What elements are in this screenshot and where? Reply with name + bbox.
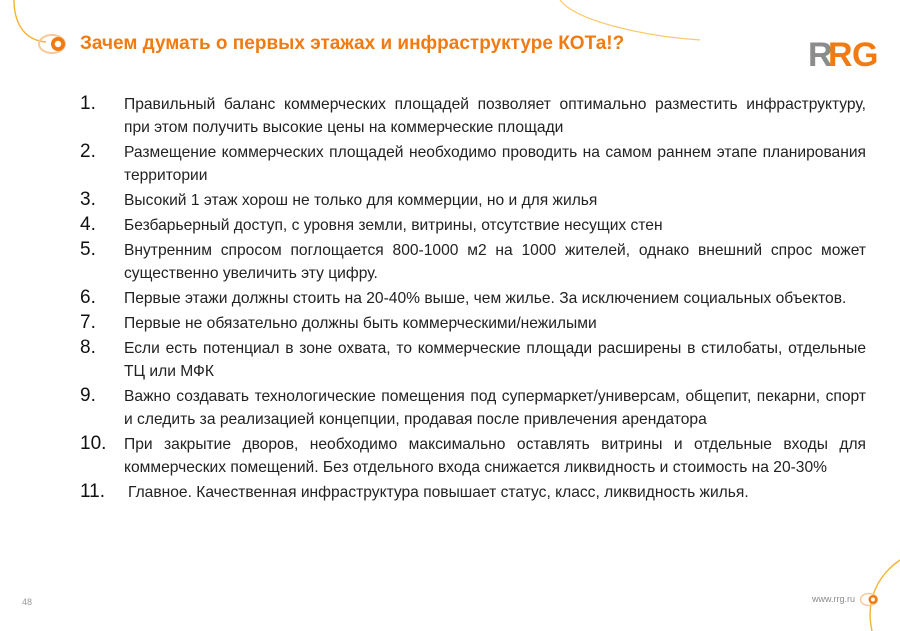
item-text: При закрытие дворов, необходимо максимально оставлять витрины и отдельные входы для коммерческих помещений. Без отдельного входа снижается ликвидность и стоимость на 20-30% bbox=[124, 436, 866, 476]
footer-url[interactable]: www.rrg.ru bbox=[812, 594, 856, 604]
item-text: Важно создавать технологические помещения под супермаркет/универсам, общепит, пекарни, спорт и следить за реализацией концепции, продавая после привлечения арендатора bbox=[124, 388, 866, 428]
item-number: 11. bbox=[80, 481, 106, 502]
item-number: 10. bbox=[80, 433, 107, 454]
item-text: Первые не обязательно должны быть коммерческими/нежилыми bbox=[124, 315, 597, 332]
item-text: Первые этажи должны стоить на 20-40% выше, чем жилье. За исключением социальных объектов. bbox=[124, 290, 847, 307]
list-item bbox=[80, 140, 866, 187]
item-number: 6. bbox=[80, 287, 96, 308]
page-title: Зачем думать о первых этажах и инфраструктуре КОТа!? bbox=[80, 33, 625, 54]
list-item bbox=[80, 432, 866, 479]
list-item bbox=[80, 336, 866, 383]
list-item bbox=[80, 92, 866, 139]
rrg-logo bbox=[808, 30, 884, 74]
item-number: 7. bbox=[80, 312, 96, 333]
item-text: Размещение коммерческих площадей необходимо проводить на самом раннем этапе планирования территории bbox=[124, 144, 866, 184]
logo-r2: R bbox=[828, 36, 853, 74]
list-item bbox=[80, 213, 866, 237]
item-text: Высокий 1 этаж хорош не только для коммерции, но и для жилья bbox=[124, 192, 598, 209]
list-item bbox=[80, 188, 866, 212]
logo-r1: R bbox=[808, 36, 833, 74]
item-number: 5. bbox=[80, 239, 96, 260]
item-number: 9. bbox=[80, 385, 96, 406]
list-item bbox=[80, 311, 866, 335]
logo-g: G bbox=[852, 36, 879, 74]
list-item bbox=[80, 238, 866, 285]
key-points-list bbox=[80, 92, 866, 505]
item-number: 4. bbox=[80, 214, 96, 235]
list-item bbox=[80, 384, 866, 431]
item-number: 2. bbox=[80, 141, 96, 162]
list-item bbox=[80, 480, 866, 504]
list-item bbox=[80, 286, 866, 310]
item-text: Если есть потенциал в зоне охвата, то коммерческие площади расширены в стилобаты, отдельные ТЦ или МФК bbox=[124, 340, 866, 380]
page-number: 48 bbox=[22, 597, 33, 607]
item-text: Безбарьерный доступ, с уровня земли, витрины, отсутствие несущих стен bbox=[124, 217, 663, 234]
item-text: Внутренним спросом поглощается 800-1000 м2 на 1000 жителей, однако внешний спрос может существенно увеличить эту цифру. bbox=[124, 242, 866, 282]
item-text: Главное. Качественная инфраструктура повышает статус, класс, ликвидность жилья. bbox=[128, 484, 749, 501]
item-number: 1. bbox=[80, 93, 96, 114]
orange-swirl-icon bbox=[36, 32, 72, 56]
item-number: 8. bbox=[80, 337, 96, 358]
item-number: 3. bbox=[80, 189, 96, 210]
orange-swirl-icon bbox=[859, 592, 881, 607]
item-text: Правильный баланс коммерческих площадей позволяет оптимально разместить инфраструктуру, при этом получить высокие цены на коммерческие площади bbox=[124, 96, 866, 136]
